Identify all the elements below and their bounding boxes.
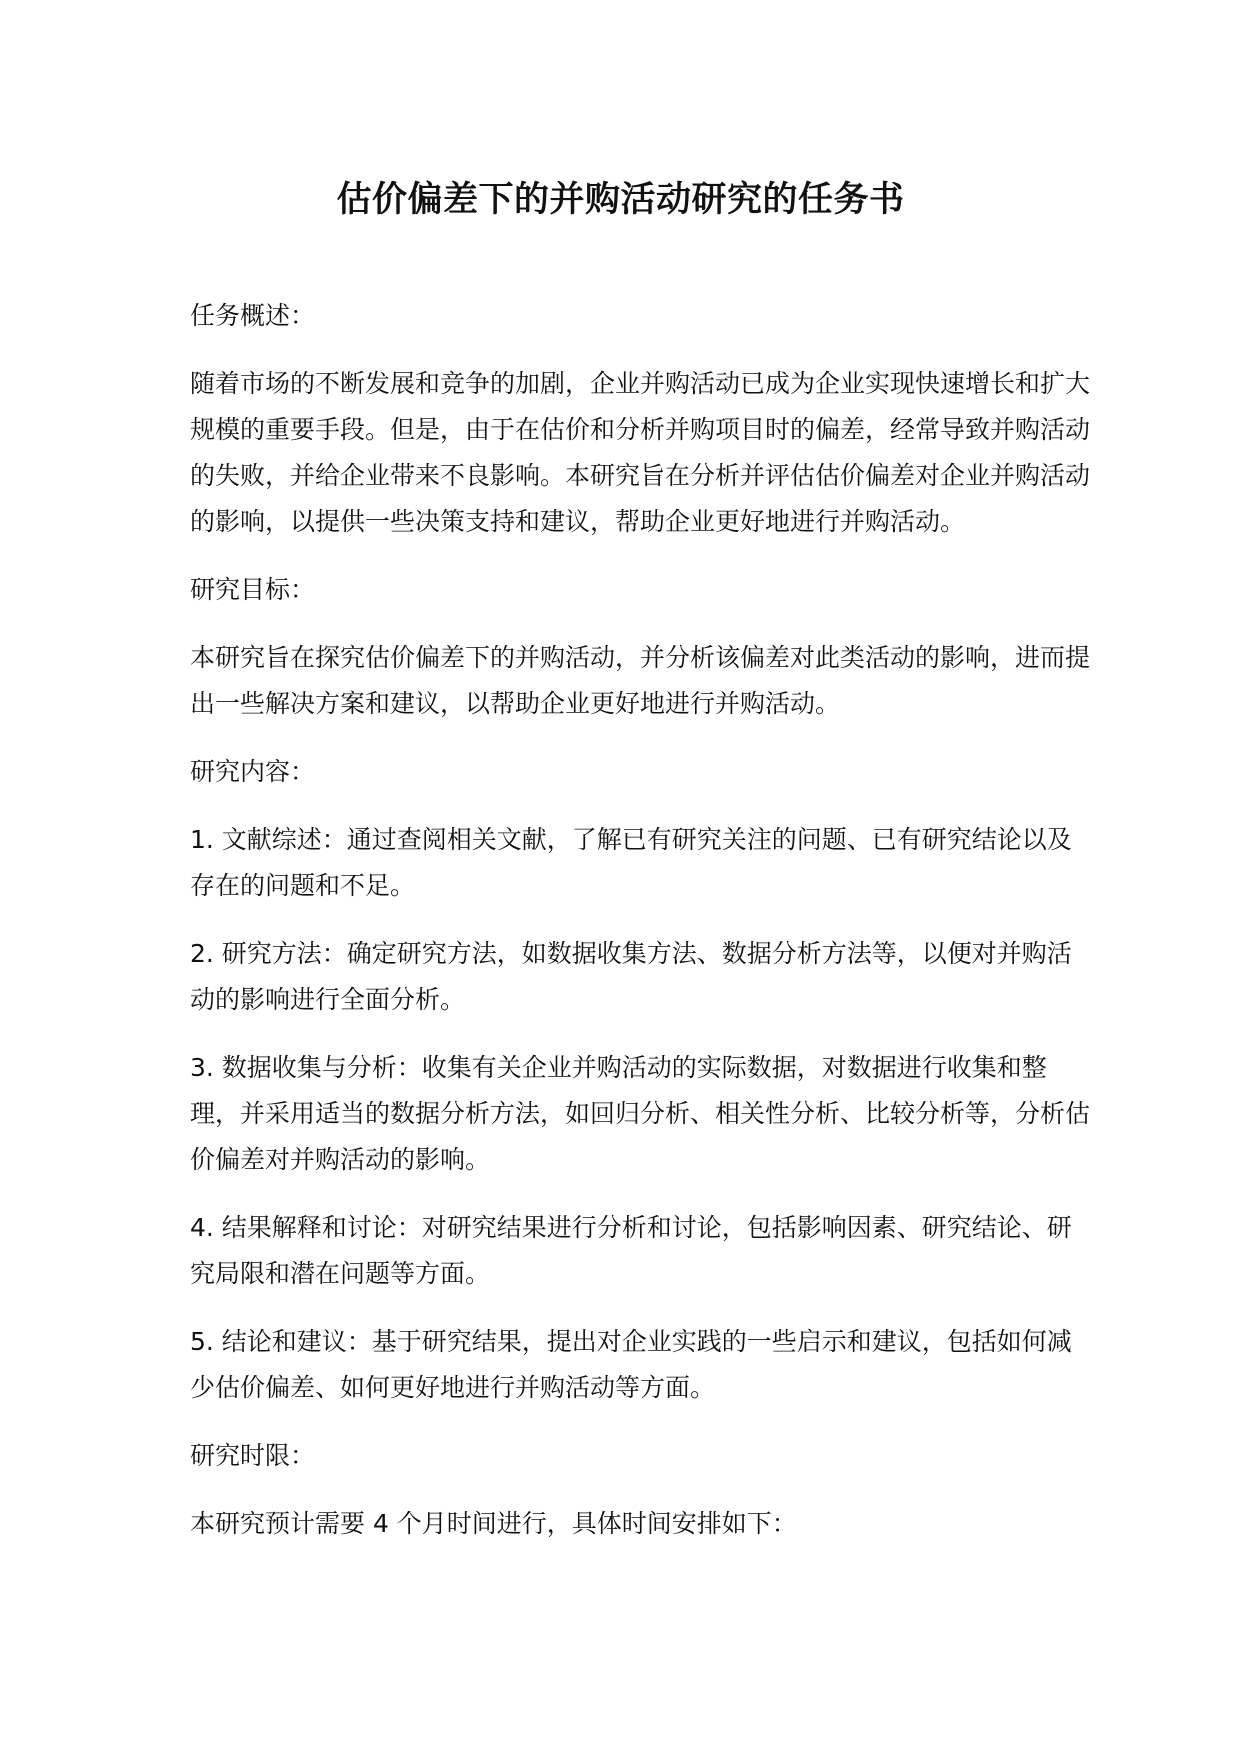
section-heading-content: 研究内容： xyxy=(190,757,316,786)
content-item-1: 1. 文献综述：通过查阅相关文献，了解已有研究关注的问题、已有研究结论以及存在的问题和不足。 xyxy=(190,825,1072,900)
section-heading-overview: 任务概述： xyxy=(190,301,316,330)
timeline-paragraph: 本研究预计需要 4 个月时间进行，具体时间安排如下： xyxy=(190,1509,797,1538)
document-title: 估价偏差下的并购活动研究的任务书 xyxy=(336,180,905,220)
section-heading-goal: 研究目标： xyxy=(190,575,316,604)
goal-paragraph: 本研究旨在探究估价偏差下的并购活动，并分析该偏差对此类活动的影响，进而提出一些解决方案和建议，以帮助企业更好地进行并购活动。 xyxy=(190,643,1091,718)
content-item-2: 2. 研究方法：确定研究方法，如数据收集方法、数据分析方法等，以便对并购活动的影响进行全面分析。 xyxy=(190,939,1072,1014)
overview-paragraph: 随着市场的不断发展和竞争的加剧，企业并购活动已成为企业实现快速增长和扩大规模的重要手段。但是，由于在估价和分析并购项目时的偏差，经常导致并购活动的失败，并给企业带来不良影响。本研究旨在分析并评估估价偏差对企业并购活动的影响，以提供一些决策支持和建议，帮助企业更好地进行并购活动。 xyxy=(190,369,1091,536)
content-item-3: 3. 数据收集与分析：收集有关企业并购活动的实际数据，对数据进行收集和整理，并采用适当的数据分析方法，如回归分析、相关性分析、比较分析等，分析估价偏差对并购活动的影响。 xyxy=(190,1053,1091,1174)
section-heading-timeline: 研究时限： xyxy=(190,1441,316,1470)
content-item-5: 5. 结论和建议：基于研究结果，提出对企业实践的一些启示和建议，包括如何减少估价偏差、如何更好地进行并购活动等方面。 xyxy=(190,1327,1072,1402)
document-body xyxy=(190,293,1090,1569)
content-item-4: 4. 结果解释和讨论：对研究结果进行分析和讨论，包括影响因素、研究结论、研究局限和潜在问题等方面。 xyxy=(190,1213,1072,1288)
